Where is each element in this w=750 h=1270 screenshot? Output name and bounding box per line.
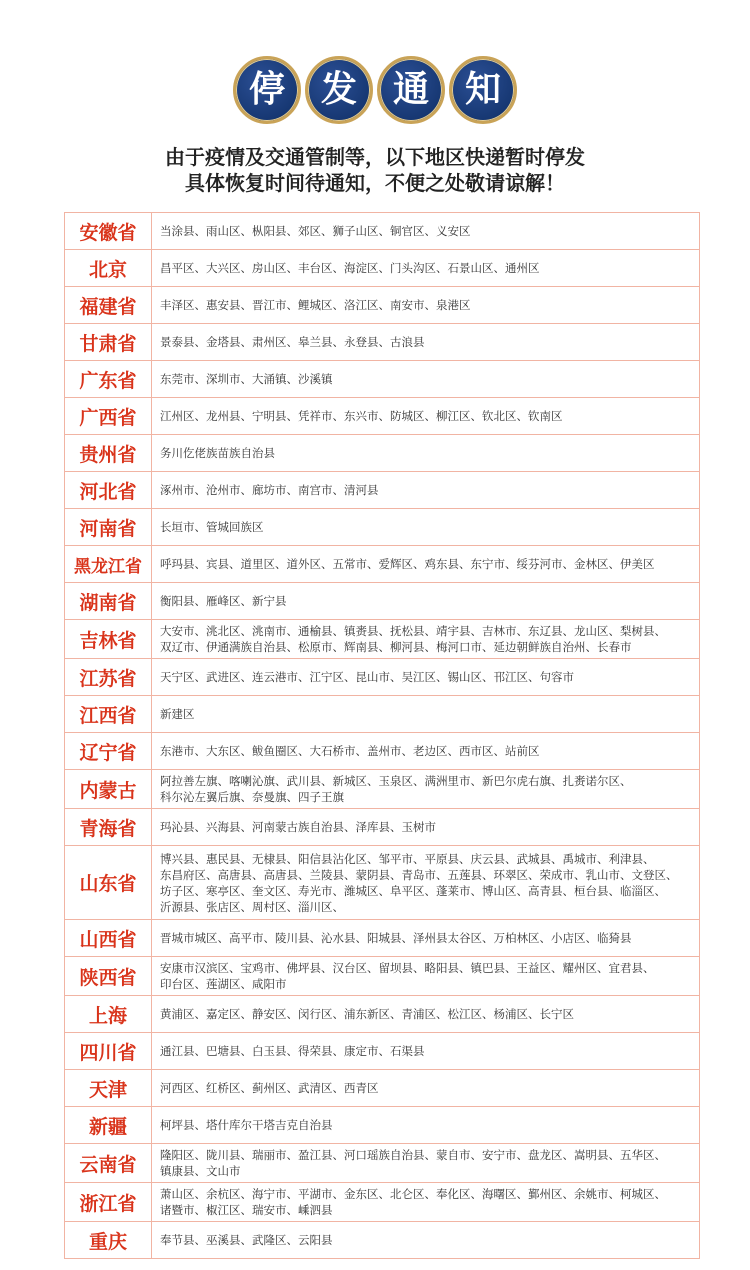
area-line: 东莞市、深圳市、大涌镇、沙溪镇 xyxy=(160,372,333,386)
table-row xyxy=(65,546,700,583)
table-row xyxy=(65,996,700,1033)
table-row xyxy=(65,361,700,398)
area-line: 长垣市、管城回族区 xyxy=(160,520,264,534)
area-line: 务川仡佬族苗族自治县 xyxy=(160,446,275,460)
table-row xyxy=(65,846,700,920)
title-char-2: 发 xyxy=(305,56,373,124)
title-char-4: 知 xyxy=(449,56,517,124)
table-row xyxy=(65,696,700,733)
area-line: 隆阳区、陇川县、瑞丽市、盈江县、河口瑶族自治县、蒙自市、安宁市、盘龙区、嵩明县、五华区、 xyxy=(160,1148,666,1162)
province-name: 黑龙江省 xyxy=(65,546,152,583)
province-name: 新疆 xyxy=(65,1107,152,1144)
area-list xyxy=(152,1107,700,1144)
table-row xyxy=(65,1183,700,1222)
province-name: 江西省 xyxy=(65,696,152,733)
area-list xyxy=(152,659,700,696)
area-line: 印台区、莲湖区、咸阳市 xyxy=(160,977,287,991)
area-list xyxy=(152,1222,700,1259)
area-list xyxy=(152,583,700,620)
table-row xyxy=(65,398,700,435)
province-name: 山东省 xyxy=(65,846,152,920)
province-name: 重庆 xyxy=(65,1222,152,1259)
province-name: 云南省 xyxy=(65,1144,152,1183)
area-list xyxy=(152,546,700,583)
area-line: 景泰县、金塔县、肃州区、皋兰县、永登县、古浪县 xyxy=(160,335,425,349)
table-row xyxy=(65,324,700,361)
table-row xyxy=(65,583,700,620)
area-line: 通江县、巴塘县、白玉县、得荣县、康定市、石渠县 xyxy=(160,1044,425,1058)
table-row xyxy=(65,287,700,324)
province-name: 天津 xyxy=(65,1070,152,1107)
table-row xyxy=(65,620,700,659)
area-list xyxy=(152,435,700,472)
table-row xyxy=(65,1144,700,1183)
table-row xyxy=(65,920,700,957)
area-line: 江州区、龙州县、宁明县、凭祥市、东兴市、防城区、柳江区、钦北区、钦南区 xyxy=(160,409,563,423)
area-line: 新建区 xyxy=(160,707,195,721)
subtitle-line-1: 由于疫情及交通管制等，以下地区快递暂时停发 xyxy=(165,145,585,169)
province-name: 福建省 xyxy=(65,287,152,324)
area-line: 大安市、洮北区、洮南市、通榆县、镇赉县、抚松县、靖宇县、吉林市、东辽县、龙山区、梨树县、 xyxy=(160,624,666,638)
province-name: 浙江省 xyxy=(65,1183,152,1222)
notice-subtitle xyxy=(0,144,750,196)
area-list xyxy=(152,957,700,996)
area-list xyxy=(152,996,700,1033)
area-line: 博兴县、惠民县、无棣县、阳信县沾化区、邹平市、平原县、庆云县、武城县、禹城市、利津县、 xyxy=(160,851,655,866)
province-name: 广西省 xyxy=(65,398,152,435)
area-line: 阿拉善左旗、喀喇沁旗、武川县、新城区、玉泉区、满洲里市、新巴尔虎右旗、扎赉诺尔区、 xyxy=(160,774,632,788)
table-row xyxy=(65,472,700,509)
province-name: 辽宁省 xyxy=(65,733,152,770)
table-row xyxy=(65,770,700,809)
area-list xyxy=(152,509,700,546)
area-list xyxy=(152,770,700,809)
area-line: 丰泽区、惠安县、晋江市、鲤城区、洛江区、南安市、泉港区 xyxy=(160,298,471,312)
area-line: 安康市汉滨区、宝鸡市、佛坪县、汉台区、留坝县、略阳县、镇巴县、王益区、耀州区、宜君县、 xyxy=(160,961,655,975)
area-line: 黄浦区、嘉定区、静安区、闵行区、浦东新区、青浦区、松江区、杨浦区、长宁区 xyxy=(160,1007,574,1021)
area-list xyxy=(152,846,700,920)
province-name: 甘肃省 xyxy=(65,324,152,361)
area-line: 双辽市、伊通满族自治县、松原市、辉南县、柳河县、梅河口市、延边朝鲜族自治州、长春市 xyxy=(160,640,632,654)
table-row xyxy=(65,957,700,996)
table-row xyxy=(65,1070,700,1107)
title-banner xyxy=(0,56,750,124)
province-name: 河南省 xyxy=(65,509,152,546)
area-line: 科尔沁左翼后旗、奈曼旗、四子王旗 xyxy=(160,790,344,804)
province-name: 河北省 xyxy=(65,472,152,509)
area-line: 沂源县、张店区、周村区、淄川区、 xyxy=(160,899,344,914)
table-row xyxy=(65,435,700,472)
area-list xyxy=(152,324,700,361)
area-list xyxy=(152,733,700,770)
table-row xyxy=(65,1222,700,1259)
title-char-1: 停 xyxy=(233,56,301,124)
area-list xyxy=(152,620,700,659)
province-name: 陕西省 xyxy=(65,957,152,996)
area-line: 晋城市城区、高平市、陵川县、沁水县、阳城县、泽州县太谷区、万柏林区、小店区、临猗县 xyxy=(160,931,632,945)
title-char-3: 通 xyxy=(377,56,445,124)
table-row xyxy=(65,1107,700,1144)
province-name: 上海 xyxy=(65,996,152,1033)
province-name: 湖南省 xyxy=(65,583,152,620)
area-line: 萧山区、余杭区、海宁市、平湖市、金东区、北仑区、奉化区、海曙区、鄞州区、余姚市、柯城区、 xyxy=(160,1187,666,1201)
province-name: 青海省 xyxy=(65,809,152,846)
table-row xyxy=(65,1033,700,1070)
area-line: 玛沁县、兴海县、河南蒙古族自治县、泽库县、玉树市 xyxy=(160,820,436,834)
province-name: 广东省 xyxy=(65,361,152,398)
area-line: 坊子区、寒亭区、奎文区、寿光市、潍城区、阜平区、蓬莱市、博山区、高青县、桓台县、临淄区、 xyxy=(160,883,666,898)
area-line: 东昌府区、高唐县、高唐县、兰陵县、蒙阴县、青岛市、五莲县、环翠区、荣成市、乳山市、文登区、 xyxy=(160,867,678,882)
area-list xyxy=(152,361,700,398)
province-name: 贵州省 xyxy=(65,435,152,472)
area-list xyxy=(152,1183,700,1222)
province-name: 山西省 xyxy=(65,920,152,957)
table-row xyxy=(65,809,700,846)
area-list xyxy=(152,250,700,287)
area-line: 当涂县、雨山区、枞阳县、郊区、狮子山区、铜官区、义安区 xyxy=(160,224,471,238)
area-line: 东港市、大东区、鲅鱼圈区、大石桥市、盖州市、老边区、西市区、站前区 xyxy=(160,744,540,758)
table-row xyxy=(65,733,700,770)
area-list xyxy=(152,696,700,733)
area-line: 奉节县、巫溪县、武隆区、云阳县 xyxy=(160,1233,333,1247)
province-name: 内蒙古 xyxy=(65,770,152,809)
area-line: 河西区、红桥区、蓟州区、武清区、西青区 xyxy=(160,1081,379,1095)
province-name: 江苏省 xyxy=(65,659,152,696)
area-line: 呼玛县、宾县、道里区、道外区、五常市、爱辉区、鸡东县、东宁市、绥芬河市、金林区、伊美区 xyxy=(160,557,655,571)
area-list xyxy=(152,287,700,324)
province-name: 北京 xyxy=(65,250,152,287)
table-row xyxy=(65,213,700,250)
table-body xyxy=(65,213,700,1259)
area-line: 昌平区、大兴区、房山区、丰台区、海淀区、门头沟区、石景山区、通州区 xyxy=(160,261,540,275)
area-list xyxy=(152,1070,700,1107)
province-name: 四川省 xyxy=(65,1033,152,1070)
table-row xyxy=(65,250,700,287)
subtitle-line-2: 具体恢复时间待通知，不便之处敬请谅解！ xyxy=(185,171,565,195)
area-line: 柯坪县、塔什库尔干塔吉克自治县 xyxy=(160,1118,333,1132)
area-line: 天宁区、武进区、连云港市、江宁区、昆山市、吴江区、锡山区、邗江区、句容市 xyxy=(160,670,574,684)
table-row xyxy=(65,659,700,696)
area-list xyxy=(152,920,700,957)
province-name: 吉林省 xyxy=(65,620,152,659)
area-list xyxy=(152,213,700,250)
area-list xyxy=(152,1033,700,1070)
area-list xyxy=(152,1144,700,1183)
area-list xyxy=(152,398,700,435)
area-line: 衡阳县、雁峰区、新宁县 xyxy=(160,594,287,608)
area-line: 镇康县、文山市 xyxy=(160,1164,241,1178)
table-row xyxy=(65,509,700,546)
suspended-areas-table xyxy=(64,212,700,1259)
area-list xyxy=(152,809,700,846)
area-list xyxy=(152,472,700,509)
area-line: 涿州市、沧州市、廊坊市、南宫市、清河县 xyxy=(160,483,379,497)
province-name: 安徽省 xyxy=(65,213,152,250)
area-line: 诸暨市、椒江区、瑞安市、嵊泗县 xyxy=(160,1203,333,1217)
